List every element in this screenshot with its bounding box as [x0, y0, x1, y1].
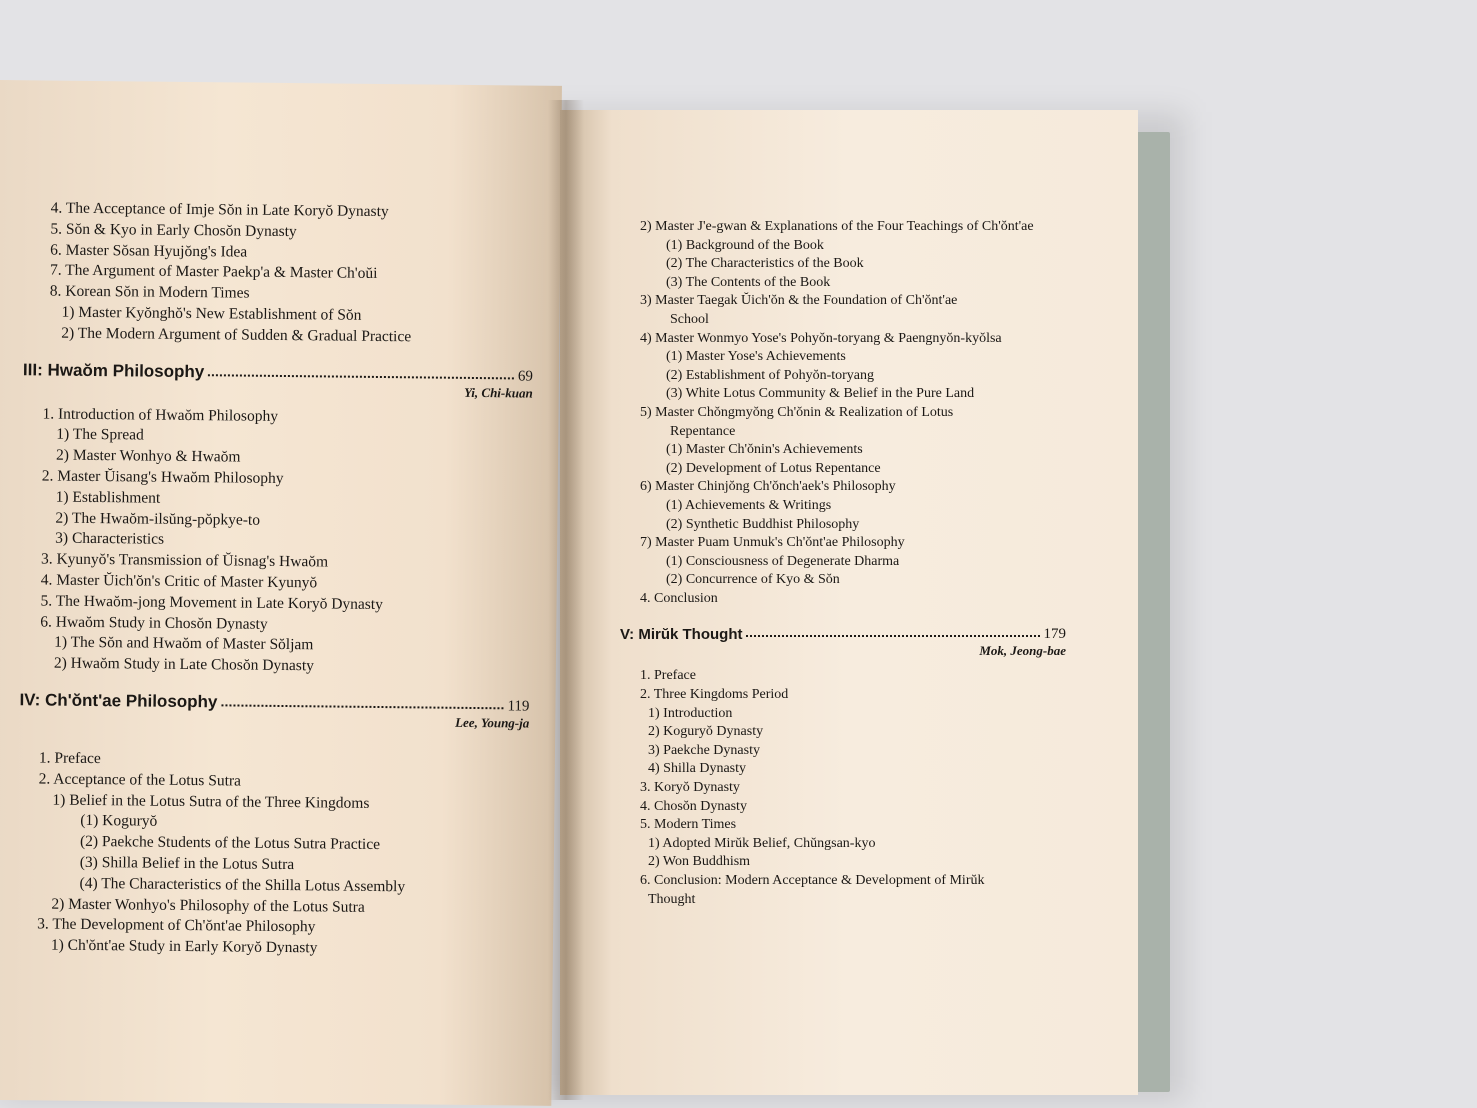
toc-entry: 4) Master Wonmyo Yose's Pohyŏn-toryang & Paengnyŏn-kyŏlsa	[640, 330, 1002, 346]
toc-entry: 2. Acceptance of the Lotus Sutra	[38, 770, 242, 790]
toc-entry: (2) The Characteristics of the Book	[666, 256, 864, 272]
section-title: IV: Ch'ŏnt'ae Philosophy	[19, 690, 218, 712]
toc-entry: 3) Characteristics	[55, 529, 165, 549]
section-author: Mok, Jeong-bae	[979, 643, 1066, 659]
toc-entry: 1) Ch'ŏnt'ae Study in Early Koryŏ Dynasty	[50, 936, 318, 957]
toc-entry: 8. Korean Sŏn in Modern Times	[49, 282, 250, 302]
toc-entry: 6. Master Sŏsan Hyujŏng's Idea	[50, 241, 248, 261]
toc-entry: (1) Master Yose's Achievements	[666, 349, 846, 365]
toc-entry: (1) Background of the Book	[666, 237, 824, 253]
toc-entry: 1) Introduction	[648, 705, 733, 721]
toc-entry: 2) Won Buddhism	[648, 854, 751, 870]
toc-entry: 2) The Modern Argument of Sudden & Gradual Practice	[61, 324, 412, 346]
leader-dots	[208, 374, 514, 379]
toc-entry: 2) Master Wonhyo & Hwaŏm	[55, 446, 241, 466]
toc-entry: (2) Establishment of Pohyŏn-toryang	[666, 367, 875, 383]
toc-entry: Repentance	[670, 423, 736, 439]
toc-entry: Thought	[648, 891, 696, 907]
section-author: Yi, Chi-kuan	[464, 384, 533, 401]
toc-entry: 4. Conclusion	[640, 590, 718, 606]
toc-entry: (2) Development of Lotus Repentance	[666, 460, 881, 476]
toc-entry: 5. The Hwaŏm-jong Movement in Late Koryŏ Dynasty	[40, 592, 383, 613]
toc-entry: 1. Preface	[640, 668, 696, 684]
toc-entry: 4) Shilla Dynasty	[648, 761, 746, 777]
section-title: V: Mirŭk Thought	[620, 626, 743, 644]
section-heading-miruk	[560, 626, 1066, 643]
toc-entry: 5) Master Chŏngmyŏng Ch'ŏnin & Realization of Lotus	[640, 404, 954, 420]
toc-entry: 1) Adopted Mirŭk Belief, Chŭngsan-kyo	[648, 835, 876, 851]
toc-entry: 5. Modern Times	[640, 817, 737, 833]
toc-entry: (4) The Characteristics of the Shilla Lotus Assembly	[79, 874, 406, 896]
toc-entry: (1) Consciousness of Degenerate Dharma	[666, 553, 900, 569]
section-title: III: Hwaŏm Philosophy	[22, 359, 205, 381]
toc-entry: 2. Master Ŭisang's Hwaŏm Philosophy	[41, 467, 284, 487]
left-page	[0, 80, 562, 1106]
toc-entry: 2. Three Kingdoms Period	[640, 687, 789, 703]
page-number: 69	[517, 368, 534, 385]
toc-entry: 5. Sŏn & Kyo in Early Chosŏn Dynasty	[50, 220, 297, 240]
toc-entry: 4. Chosŏn Dynasty	[640, 798, 747, 814]
toc-entry: 1. Preface	[38, 749, 101, 768]
toc-entry: (1) Master Ch'ŏnin's Achievements	[666, 442, 863, 458]
toc-entry: 3) Paekche Dynasty	[648, 742, 760, 758]
toc-entry: School	[670, 311, 709, 327]
page-number: 179	[1043, 626, 1066, 643]
toc-entry: (2) Concurrence of Kyo & Sŏn	[666, 572, 840, 588]
toc-entry: (3) The Contents of the Book	[666, 274, 831, 290]
toc-entry: 1) Master Kyŏnghŏ's New Establishment of Sŏn	[61, 303, 362, 324]
toc-entry: (2) Paekche Students of the Lotus Sutra Practice	[79, 833, 381, 854]
toc-entry: 3. Koryŏ Dynasty	[640, 780, 740, 796]
section-author: Lee, Young-ja	[455, 714, 530, 731]
toc-entry: 1) The Sŏn and Hwaŏm of Master Sŏljam	[54, 633, 314, 654]
toc-entry: 1. Introduction of Hwaŏm Philosophy	[42, 405, 279, 425]
book-gutter	[548, 100, 584, 1100]
toc-entry: 4. Master Ŭich'ŏn's Critic of Master Kyunyŏ	[40, 571, 318, 592]
leader-dots	[221, 704, 503, 709]
toc-entry: 1) Belief in the Lotus Sutra of the Three Kingdoms	[52, 791, 370, 812]
toc-entry: (1) Achievements & Writings	[666, 497, 832, 513]
toc-entry: 1) Establishment	[55, 488, 161, 507]
toc-entry: (3) Shilla Belief in the Lotus Sutra	[79, 853, 295, 874]
section-item-list	[0, 404, 559, 680]
toc-entry: 1) The Spread	[56, 425, 144, 444]
toc-entry: 3. Kyunyŏ's Transmission of Ŭisnag's Hwaŏm	[40, 550, 329, 571]
leader-dots	[746, 635, 1039, 637]
page-number: 119	[507, 698, 530, 715]
toc-entry: 7) Master Puam Unmuk's Ch'ŏnt'ae Philosophy	[640, 535, 905, 551]
toc-entry: 2) Hwaŏm Study in Late Chosŏn Dynasty	[53, 654, 315, 675]
toc-entry: 2) Master Wonhyo's Philosophy of the Lotus Sutra	[51, 895, 365, 916]
toc-entry: 6. Hwaŏm Study in Chosŏn Dynasty	[40, 612, 268, 633]
section-item-list	[560, 667, 1138, 909]
toc-entry: 3. The Development of Ch'ŏnt'ae Philosophy	[37, 915, 316, 936]
right-page-continued-list	[560, 218, 1138, 608]
toc-entry: 3) Master Taegak Ŭich'ŏn & the Foundation of Ch'ŏnt'ae	[640, 293, 958, 309]
toc-entry: (1) Koguryŏ	[80, 812, 158, 831]
toc-entry: 4. The Acceptance of Imje Sŏn in Late Koryŏ Dynasty	[50, 199, 389, 221]
left-page-continued-list	[0, 198, 561, 349]
toc-entry: (3) White Lotus Community & Belief in the Pure Land	[666, 386, 975, 402]
toc-entry: 2) The Hwaŏm-ilsŭng-pŏpkye-to	[55, 509, 261, 529]
toc-entry: 6. Conclusion: Modern Acceptance & Development of Mirŭk	[640, 873, 985, 888]
section-item-list	[0, 748, 555, 962]
toc-entry: 2) Koguryŏ Dynasty	[648, 724, 764, 740]
right-page	[560, 110, 1138, 1095]
toc-entry: 6) Master Chinjŏng Ch'ŏnch'aek's Philosophy	[640, 479, 896, 495]
toc-entry: 7. The Argument of Master Paekp'a & Master Ch'oŭi	[49, 261, 378, 283]
toc-entry: (2) Synthetic Buddhist Philosophy	[666, 516, 860, 532]
toc-entry: 2) Master J'e-gwan & Explanations of the Four Teachings of Ch'ŏnt'ae	[640, 219, 1034, 234]
